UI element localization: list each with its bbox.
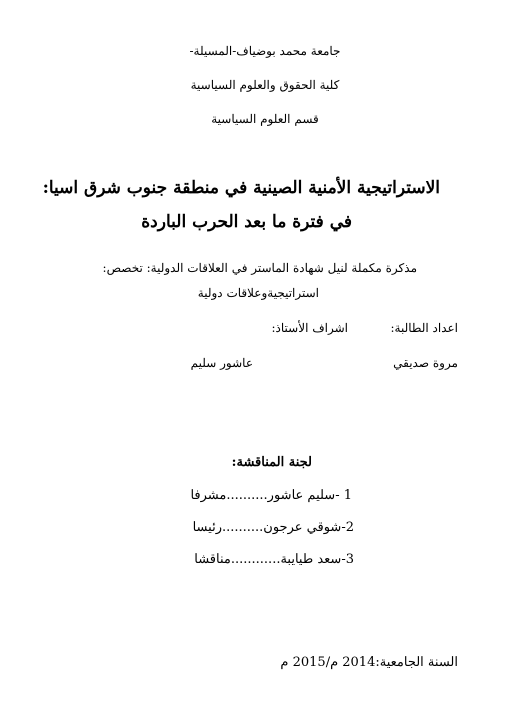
faculty-name: كلية الحقوق والعلوم السياسية (190, 78, 340, 92)
student-label: اعداد الطالبة: (390, 321, 458, 335)
thesis-title-line-2: في فترة ما بعد الحرب الباردة (141, 212, 352, 232)
university-name: جامعة محمد بوضياف-المسيلة- (189, 44, 341, 58)
committee-member-1: 1 -سليم عاشور..........مشرفا (190, 488, 352, 503)
thesis-description-line-2: استراتيجيةوعلاقات دولية (197, 286, 319, 300)
supervisor-label: اشراف الأستاذ: (271, 321, 348, 335)
academic-year: السنة الجامعية:2014 م/2015 م (280, 655, 458, 670)
student-name: مروة صديقي (393, 356, 458, 370)
thesis-title-line-1: الاستراتيجية الأمنية الصينية في منطقة جنوب شرق اسيا: (42, 178, 440, 198)
department-name: قسم العلوم السياسية (211, 112, 319, 126)
thesis-description-line-1: مذكرة مكملة لنيل شهادة الماستر في العلاقات الدولية: تخصص: (102, 261, 417, 275)
committee-member-3: 3-سعد طيايبة............مناقشا (194, 552, 354, 567)
supervisor-name: عاشور سليم (190, 356, 253, 370)
committee-heading: لجنة المناقشة: (231, 455, 312, 470)
committee-member-2: 2-شوقي عرجون..........رئيسا (192, 520, 354, 535)
